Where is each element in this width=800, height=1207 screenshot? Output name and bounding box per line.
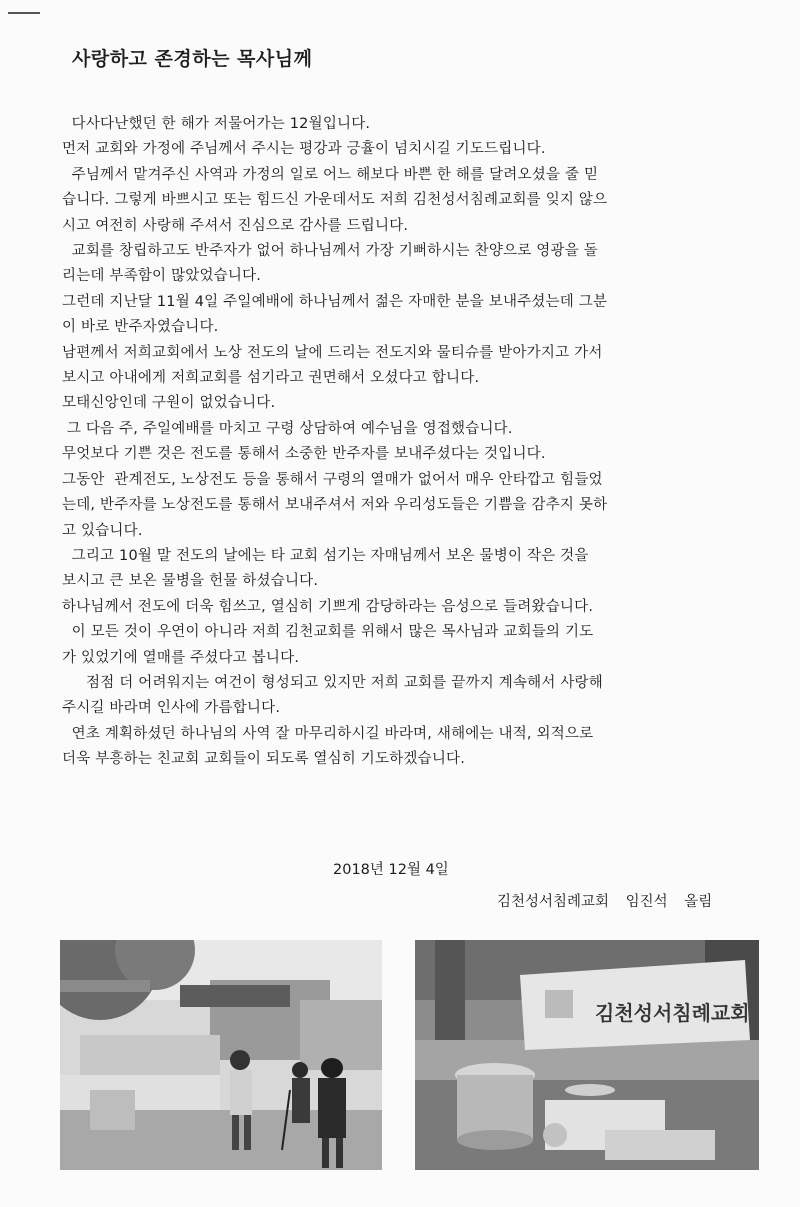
paragraph: 먼저 교회와 가정에 주님께서 주시는 평강과 긍휼이 넘치시길 기도드립니다. — [62, 141, 546, 158]
letter-date: 2018년 12월 4일 — [333, 862, 449, 878]
paragraph: 그런데 지난달 11월 4일 주일예배에 하나님께서 젊은 자매한 분을 보내주셨는데 그분 이 바로 반주자였습니다. — [62, 293, 608, 336]
church-banner-text: 김천성서침례교회 — [595, 1001, 750, 1025]
letter-body — [62, 112, 762, 773]
paragraph: 모태신앙인데 구원이 없었습니다. — [62, 395, 276, 412]
paragraph: 교회를 창립하고도 반주자가 없어 하나님께서 가장 기뻐하시는 찬양으로 영광을 돌 리는데 부족함이 많았었습니다. — [62, 243, 598, 285]
paragraph: 그동안 관계전도, 노상전도 등을 통해서 구령의 열매가 없어서 매우 안타깝고 힘들었 는데, 반주자를 노상전도를 통해서 보내주셔서 저와 우리성도들은 기쁨을 감추지 못하 고 있습니다. — [62, 471, 608, 539]
paragraph: 이 모든 것이 우연이 아니라 저희 김천교회를 위해서 많은 목사님과 교회들의 기도 가 있었기에 열매를 주셨다고 봅니다. — [62, 624, 594, 666]
paragraph: 다사다난했던 한 해가 저물어가는 12월입니다. — [62, 116, 371, 132]
paragraph: 주님께서 맡겨주신 사역과 가정의 일로 어느 해보다 바쁜 한 해를 달려오셨을 줄 믿 습니다. 그렇게 바쁘시고 또는 힘드신 가운데서도 저희 김천성서침례교회를 잊지 않으 시고 여전히 사랑해 주셔서 진심으로 감사를 드립니다. — [62, 166, 608, 234]
paragraph: 점점 더 어려워지는 여건이 형성되고 있지만 저희 교회를 끝까지 계속해서 사랑해 주시길 바라며 인사에 가름합니다. — [62, 674, 603, 717]
church-banner-photo — [415, 940, 759, 1170]
letter-signature: 김천성서침례교회 임진석 올림 — [497, 894, 713, 910]
paragraph: 하나님께서 전도에 더욱 힘쓰고, 열심히 기쁘게 감당하라는 음성으로 들려왔습니다. — [62, 598, 594, 615]
paragraph: 연초 계획하셨던 하나님의 사역 잘 마무리하시길 바라며, 새해에는 내적, 외적으로 더욱 부흥하는 친교회 교회들이 되도록 열심히 기도하겠습니다. — [62, 725, 594, 768]
paragraph: 무엇보다 기쁜 것은 전도를 통해서 소중한 반주자를 보내주셨다는 것입니다. — [62, 446, 546, 463]
paragraph: 그리고 10월 말 전도의 날에는 타 교회 섬기는 자매님께서 보온 물병이 작은 것을 보시고 큰 보온 물병을 헌물 하셨습니다. — [62, 547, 589, 590]
scan-corner-mark — [8, 12, 40, 14]
letter-title: 사랑하고 존경하는 목사님께 — [72, 48, 313, 70]
street-evangelism-photo — [60, 940, 382, 1170]
paragraph: 그 다음 주, 주일예배를 마치고 구령 상담하여 예수님을 영접했습니다. — [62, 420, 513, 437]
paragraph: 남편께서 저희교회에서 노상 전도의 날에 드리는 전도지와 물티슈를 받아가지고 가서 보시고 아내에게 저희교회를 섬기라고 권면해서 오셨다고 합니다. — [62, 344, 603, 387]
